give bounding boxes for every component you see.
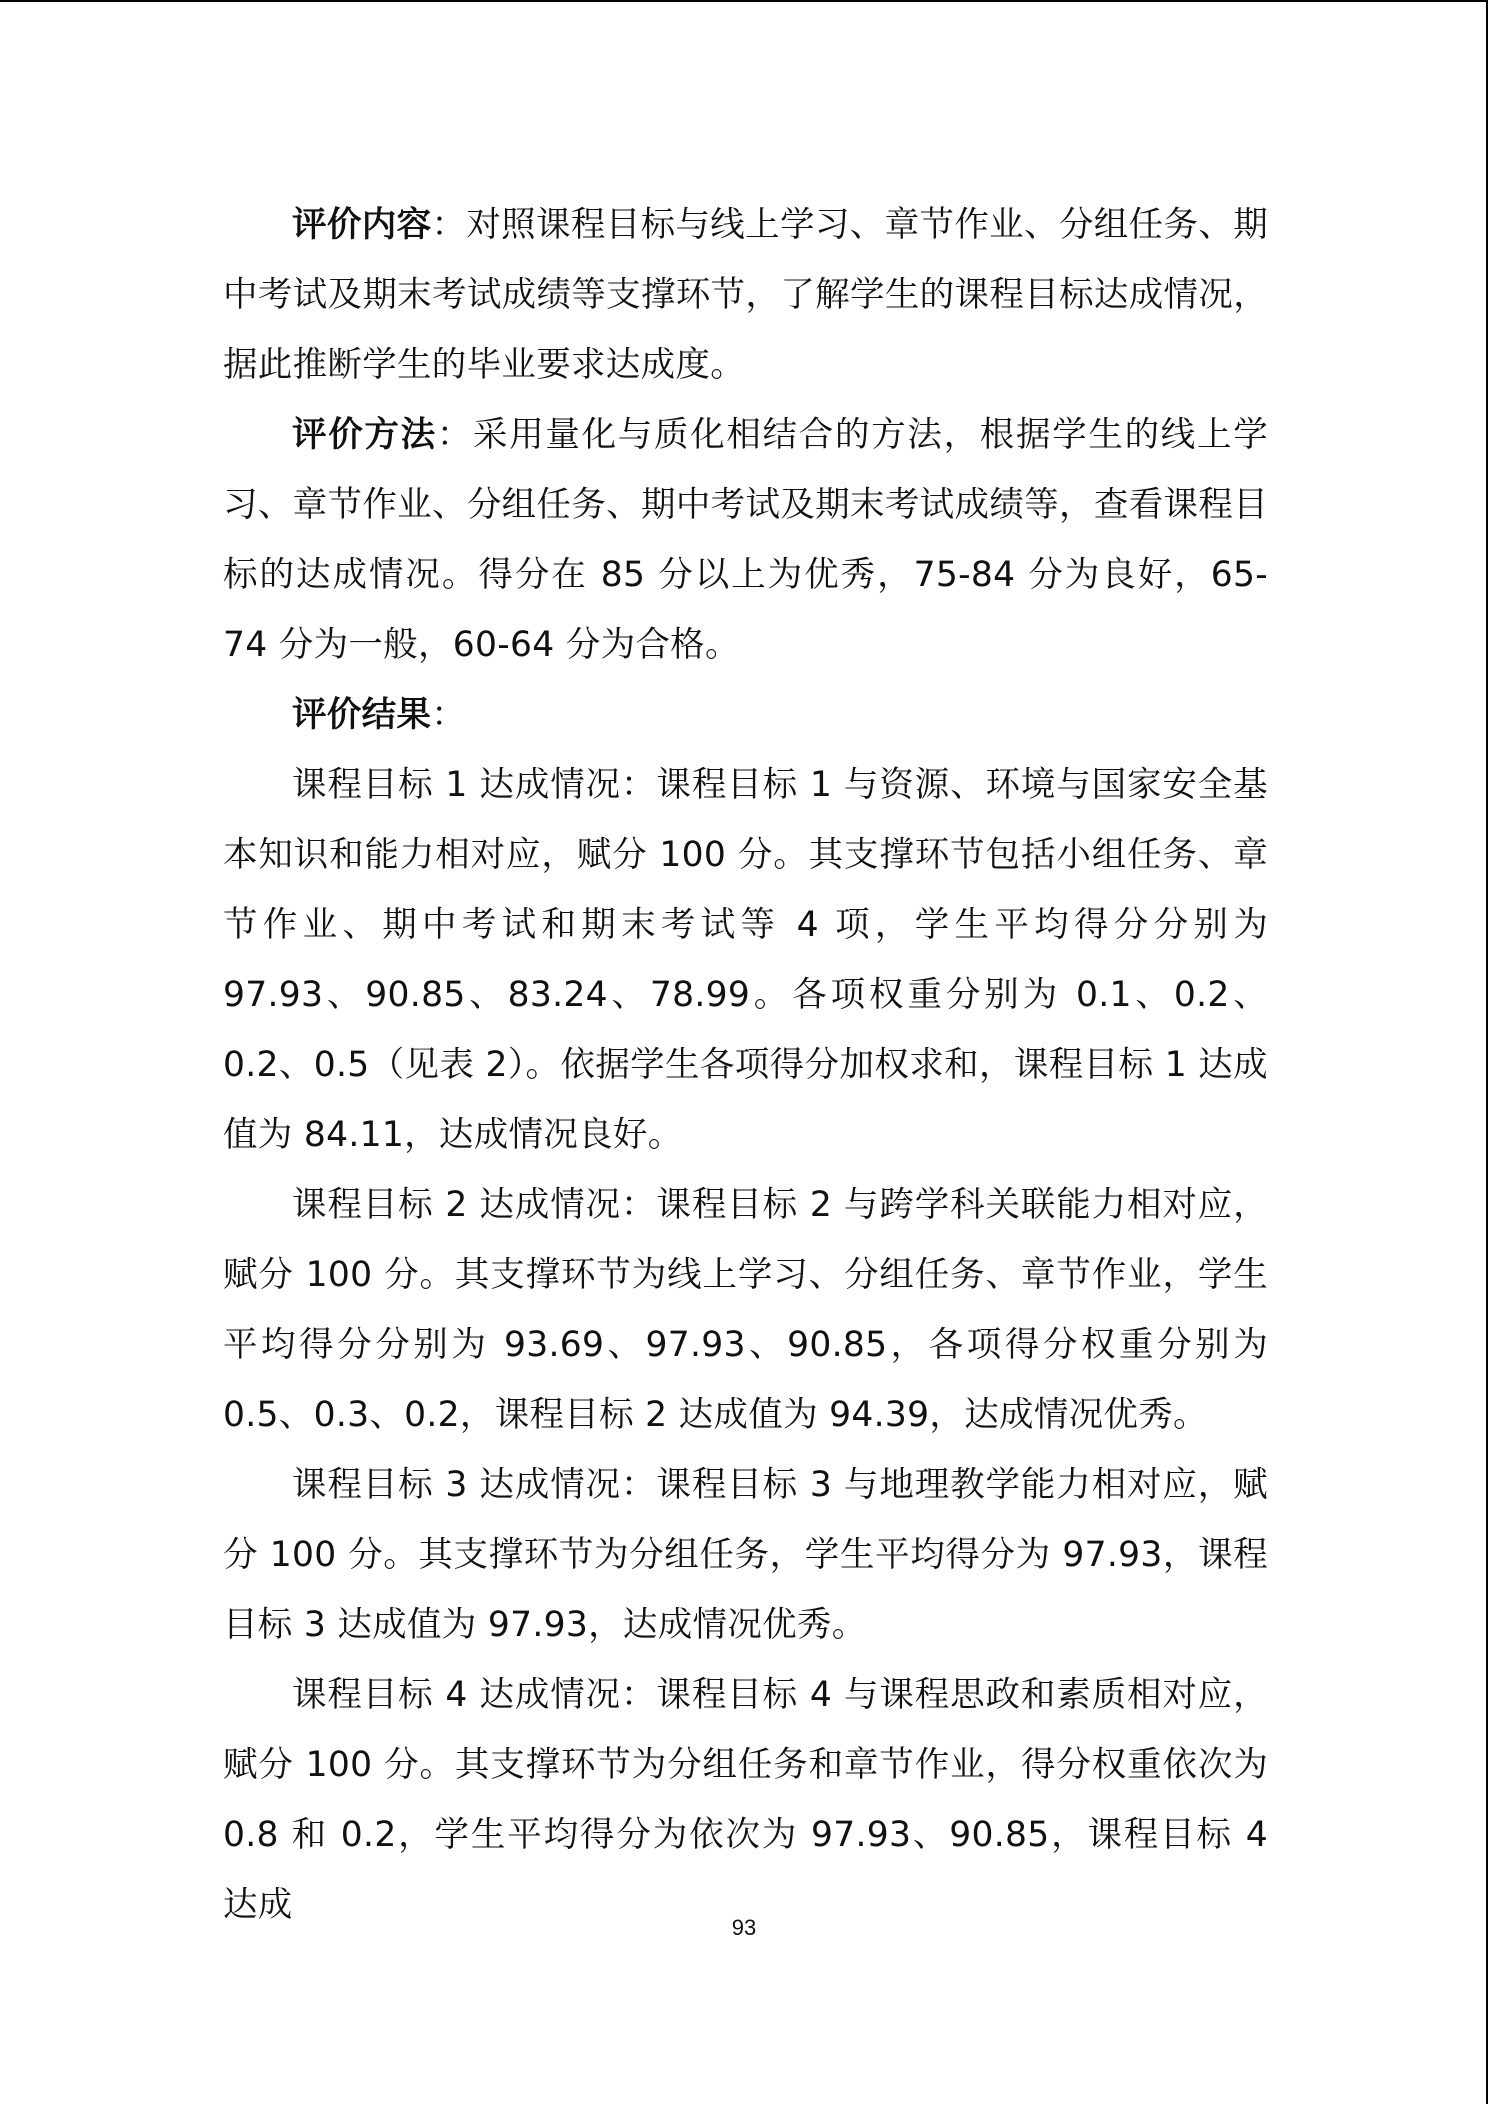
evaluation-content-paragraph	[223, 190, 1268, 400]
page-number: 93	[731, 1915, 757, 1940]
evaluation-result-paragraph	[223, 680, 1268, 750]
evaluation-method-label: 评价方法	[292, 415, 437, 455]
objective-4-paragraph: 课程目标 4 达成情况：课程目标 4 与课程思政和素质相对应，赋分 100 分。其支撑环节为分组任务和章节作业，得分权重依次为 0.8 和 0.2，学生平均得分为依次为 97.93、90.85，课程目标 4 达成	[223, 1675, 1268, 1925]
evaluation-method-paragraph	[223, 400, 1268, 680]
evaluation-content-label: 评价内容	[292, 205, 432, 245]
evaluation-result-label: 评价结果	[292, 695, 432, 735]
document-body	[223, 190, 1268, 1940]
evaluation-result-colon: ：	[431, 695, 467, 735]
objective-3-paragraph: 课程目标 3 达成情况：课程目标 3 与地理教学能力相对应，赋分 100 分。其支撑环节为分组任务，学生平均得分为 97.93，课程目标 3 达成值为 97.93，达成情况优秀。	[223, 1465, 1268, 1645]
evaluation-content-text: ：对照课程目标与线上学习、章节作业、分组任务、期中考试及期末考试成绩等支撑环节，了解学生的课程目标达成情况，据此推断学生的毕业要求达成度。	[223, 205, 1268, 385]
evaluation-method-text: ：采用量化与质化相结合的方法，根据学生的线上学习、章节作业、分组任务、期中考试及期末考试成绩等，查看课程目标的达成情况。得分在 85 分以上为优秀，75-84 分为良好，65-74 分为一般，60-64 分为合格。	[223, 415, 1269, 665]
objective-1-paragraph: 课程目标 1 达成情况：课程目标 1 与资源、环境与国家安全基本知识和能力相对应，赋分 100 分。其支撑环节包括小组任务、章节作业、期中考试和期末考试等 4 项，学生平均得分分别为 97.93、90.85、83.24、78.99。各项权重分别为 0.1、0.2、0.2、0.5（见表 2）。依据学生各项得分加权求和，课程目标 1 达成值为 84.11，达成情况良好。	[223, 765, 1268, 1155]
objective-2-paragraph: 课程目标 2 达成情况：课程目标 2 与跨学科关联能力相对应，赋分 100 分。其支撑环节为线上学习、分组任务、章节作业，学生平均得分分别为 93.69、97.93、90.85，各项得分权重分别为 0.5、0.3、0.2，课程目标 2 达成值为 94.39，达成情况优秀。	[223, 1185, 1268, 1435]
